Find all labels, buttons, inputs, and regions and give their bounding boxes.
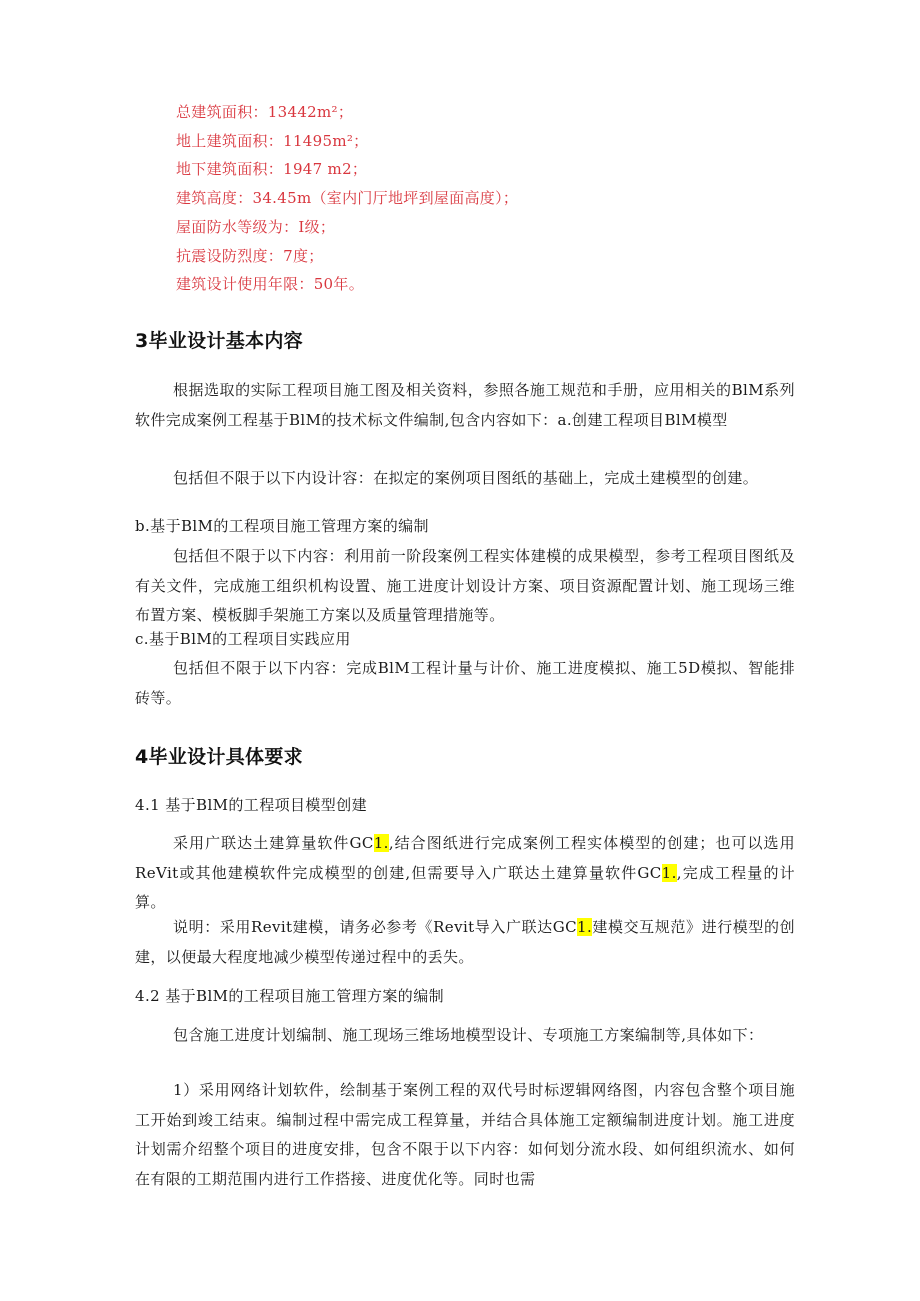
subsection-4-2-item-1: 1）采用网络计划软件，绘制基于案例工程的双代号时标逻辑网络图，内容包含整个项目施工开始到竣工结束。编制过程中需完成工程算量，并结合具体施工定额编制进度计划。施工进度计划需介绍整个项目的进度安排，包含不限于以下内容：如何划分流水段、如何组织流水、如何在有限的工期范围内进行工作搭接、进度优化等。同时也需	[135, 1081, 795, 1188]
section-3-intro: 根据选取的实际工程项目施工图及相关资料，参照各施工规范和手册，应用相关的BlM系列软件完成案例工程基于BlM的技术标文件编制,包含内容如下：a.创建工程项目BlM模型	[135, 381, 795, 429]
highlight-version-2: 1.	[661, 863, 677, 882]
section-3-heading: 3毕业设计基本内容	[135, 330, 303, 352]
section-4-heading: 4毕业设计具体要求	[135, 746, 303, 768]
subsection-4-1-para	[135, 829, 795, 918]
section-3-para-c: 包括但不限于以下内容：完成BlM工程计量与计价、施工进度模拟、施工5D模拟、智能排砖等。	[135, 659, 795, 707]
subsection-4-1-note	[135, 913, 795, 972]
p41-text-c: ,完成工程量的计算。	[135, 863, 795, 911]
section-3-item-b: b.基于BlM的工程项目施工管理方案的编制	[135, 517, 429, 535]
section-3-para-a: 包括但不限于以下内设计容：在拟定的案例项目图纸的基础上，完成土建模型的创建。	[173, 469, 759, 487]
building-specs-list	[176, 98, 518, 299]
spec-below-ground-area: 地下建筑面积：1947 m2；	[176, 160, 368, 179]
section-3-para-b: 包括但不限于以下内容：利用前一阶段案例工程实体建模的成果模型，参考工程项目图纸及有关文件，完成施工组织机构设置、施工进度计划设计方案、项目资源配置计划、施工现场三维布置方案、模板脚手架施工方案以及质量管理措施等。	[135, 547, 795, 624]
p41-text-a: 采用广联达土建算量软件GC	[173, 834, 374, 852]
section-3-item-c: c.基于BlM的工程项目实践应用	[135, 630, 351, 648]
highlight-version-3: 1.	[577, 918, 593, 936]
subsection-4-2-title: 4.2 基于BlM的工程项目施工管理方案的编制	[135, 987, 445, 1005]
spec-total-area: 总建筑面积：13442m²；	[176, 103, 354, 121]
subsection-4-2-intro: 包含施工进度计划编制、施工现场三维场地模型设计、专项施工方案编制等,具体如下：	[173, 1026, 764, 1044]
p42-text-b: 建模交互规范》进行模型的创建，以便最大程度地减少模型传递过程中的丢失。	[135, 918, 795, 966]
p42-text-a: 说明：采用Revit建模，请务必参考《Revit导入广联达GC	[173, 918, 578, 936]
spec-seismic-intensity: 抗震设防烈度：7度；	[176, 246, 324, 265]
spec-roof-waterproof: 屋面防水等级为：I级；	[176, 217, 336, 236]
spec-above-ground-area: 地上建筑面积：11495m²；	[176, 131, 369, 150]
subsection-4-1-title: 4.1 基于BlM的工程项目模型创建	[135, 796, 368, 814]
highlight-version-1: 1.	[373, 834, 389, 852]
p41-text-b: ,结合图纸进行完成案例工程实体模型的创建；也可以选用ReVit或其他建模软件完成模型的创建,但需要导入广联达土建算量软件GC	[135, 834, 795, 882]
spec-service-life: 建筑设计使用年限：50年。	[176, 275, 364, 294]
spec-building-height: 建筑高度：34.45m（室内门厅地坪到屋面高度）；	[176, 189, 519, 208]
